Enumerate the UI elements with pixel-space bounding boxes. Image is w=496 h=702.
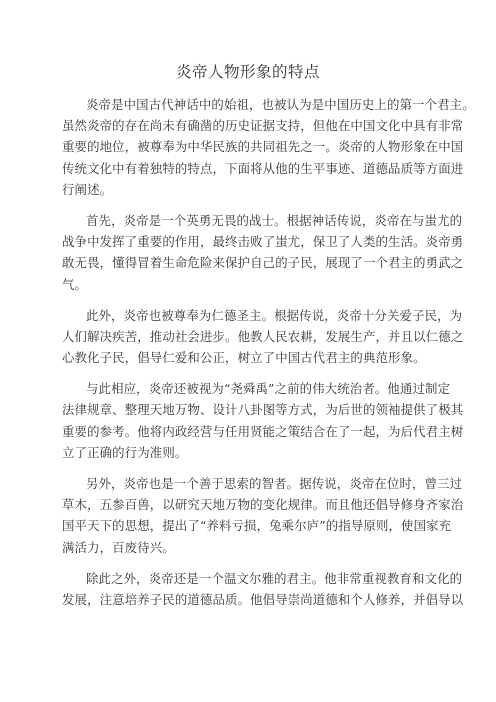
text-line: 敢无畏，懂得冒着生命危险来保护自己的子民，展现了一个君主的勇武之 [62,255,464,271]
text-line: 行阐述。 [62,181,113,197]
text-line: 另外，炎帝也是一个善于思索的智者。据传说，炎帝在位时，曾三过 [86,476,463,491]
text-line: 与此相应，炎帝还被视为“尧舜禹”之前的伟大统治者。他通过制定 [86,381,451,397]
text-line: 发展，注意培养子民的道德品质。他倡导崇尚道德和个人修养，并倡导以 [62,591,464,607]
text-line: 立了正确的行为准则。 [62,444,188,460]
text-line: 传统文化中有着独特的特点，下面将从他的生平事迹、道德品质等方面进 [62,160,464,176]
paragraph-warrior [62,210,464,295]
document-title: 炎帝人物形象的特点 [175,63,320,81]
text-line: 此外，炎帝也被尊奉为仁德圣主。根据传说，炎帝十分关爱子民，为 [86,307,463,323]
text-line: 炎帝是中国古代神话中的始祖，也被认为是中国历史上的第一个君主。 [86,97,475,112]
text-line: 法律规章、整理天地万物、设计八卦图等方式，为后世的领袖提供了极其 [62,402,464,418]
text-line: 满活力，百废待兴。 [62,539,175,555]
paragraph-ruler [62,378,464,463]
document-body [62,94,475,620]
text-line: 人们解决疾苦，推动社会进步。他教人民农耕，发展生产，并且以仁德之 [62,328,464,344]
text-line: 重要的地位，被尊奉为中华民族的共同祖先之一。炎帝的人物形象在中国 [62,139,464,155]
paragraph-intro [62,94,475,200]
text-line: 气。 [62,276,88,292]
text-line: 虽然炎帝的存在尚未有确凿的历史证据支持，但他在中国文化中具有非常 [62,118,464,134]
text-line: 除此之外，炎帝还是一个温文尔雅的君主。他非常重视教育和文化的 [86,570,463,586]
paragraph-benevolent [62,305,464,369]
text-line: 心教化子民，倡导仁爱和公正，树立了中国古代君主的典范形象。 [62,350,426,366]
text-line: 重要的参考。他将内政经营与任用贤能之策结合在了一起，为后代君主树 [62,423,464,439]
paragraph-sage [62,473,464,558]
text-line: 国平天下的思想，提出了“养料亏损，兔乘尔庐”的指导原则，使国家充 [62,518,452,534]
paragraph-gentle [62,568,464,610]
text-line: 战争中发挥了重要的作用，最终击败了蚩尤，保卫了人类的生活。炎帝勇 [62,234,464,250]
text-line: 草木，五参百兽，以研究天地万物的变化规律。而且他还倡导修身齐家治 [62,497,464,513]
text-line: 首先，炎帝是一个英勇无畏的战士。根据神话传说，炎帝在与蚩尤的 [86,212,463,228]
